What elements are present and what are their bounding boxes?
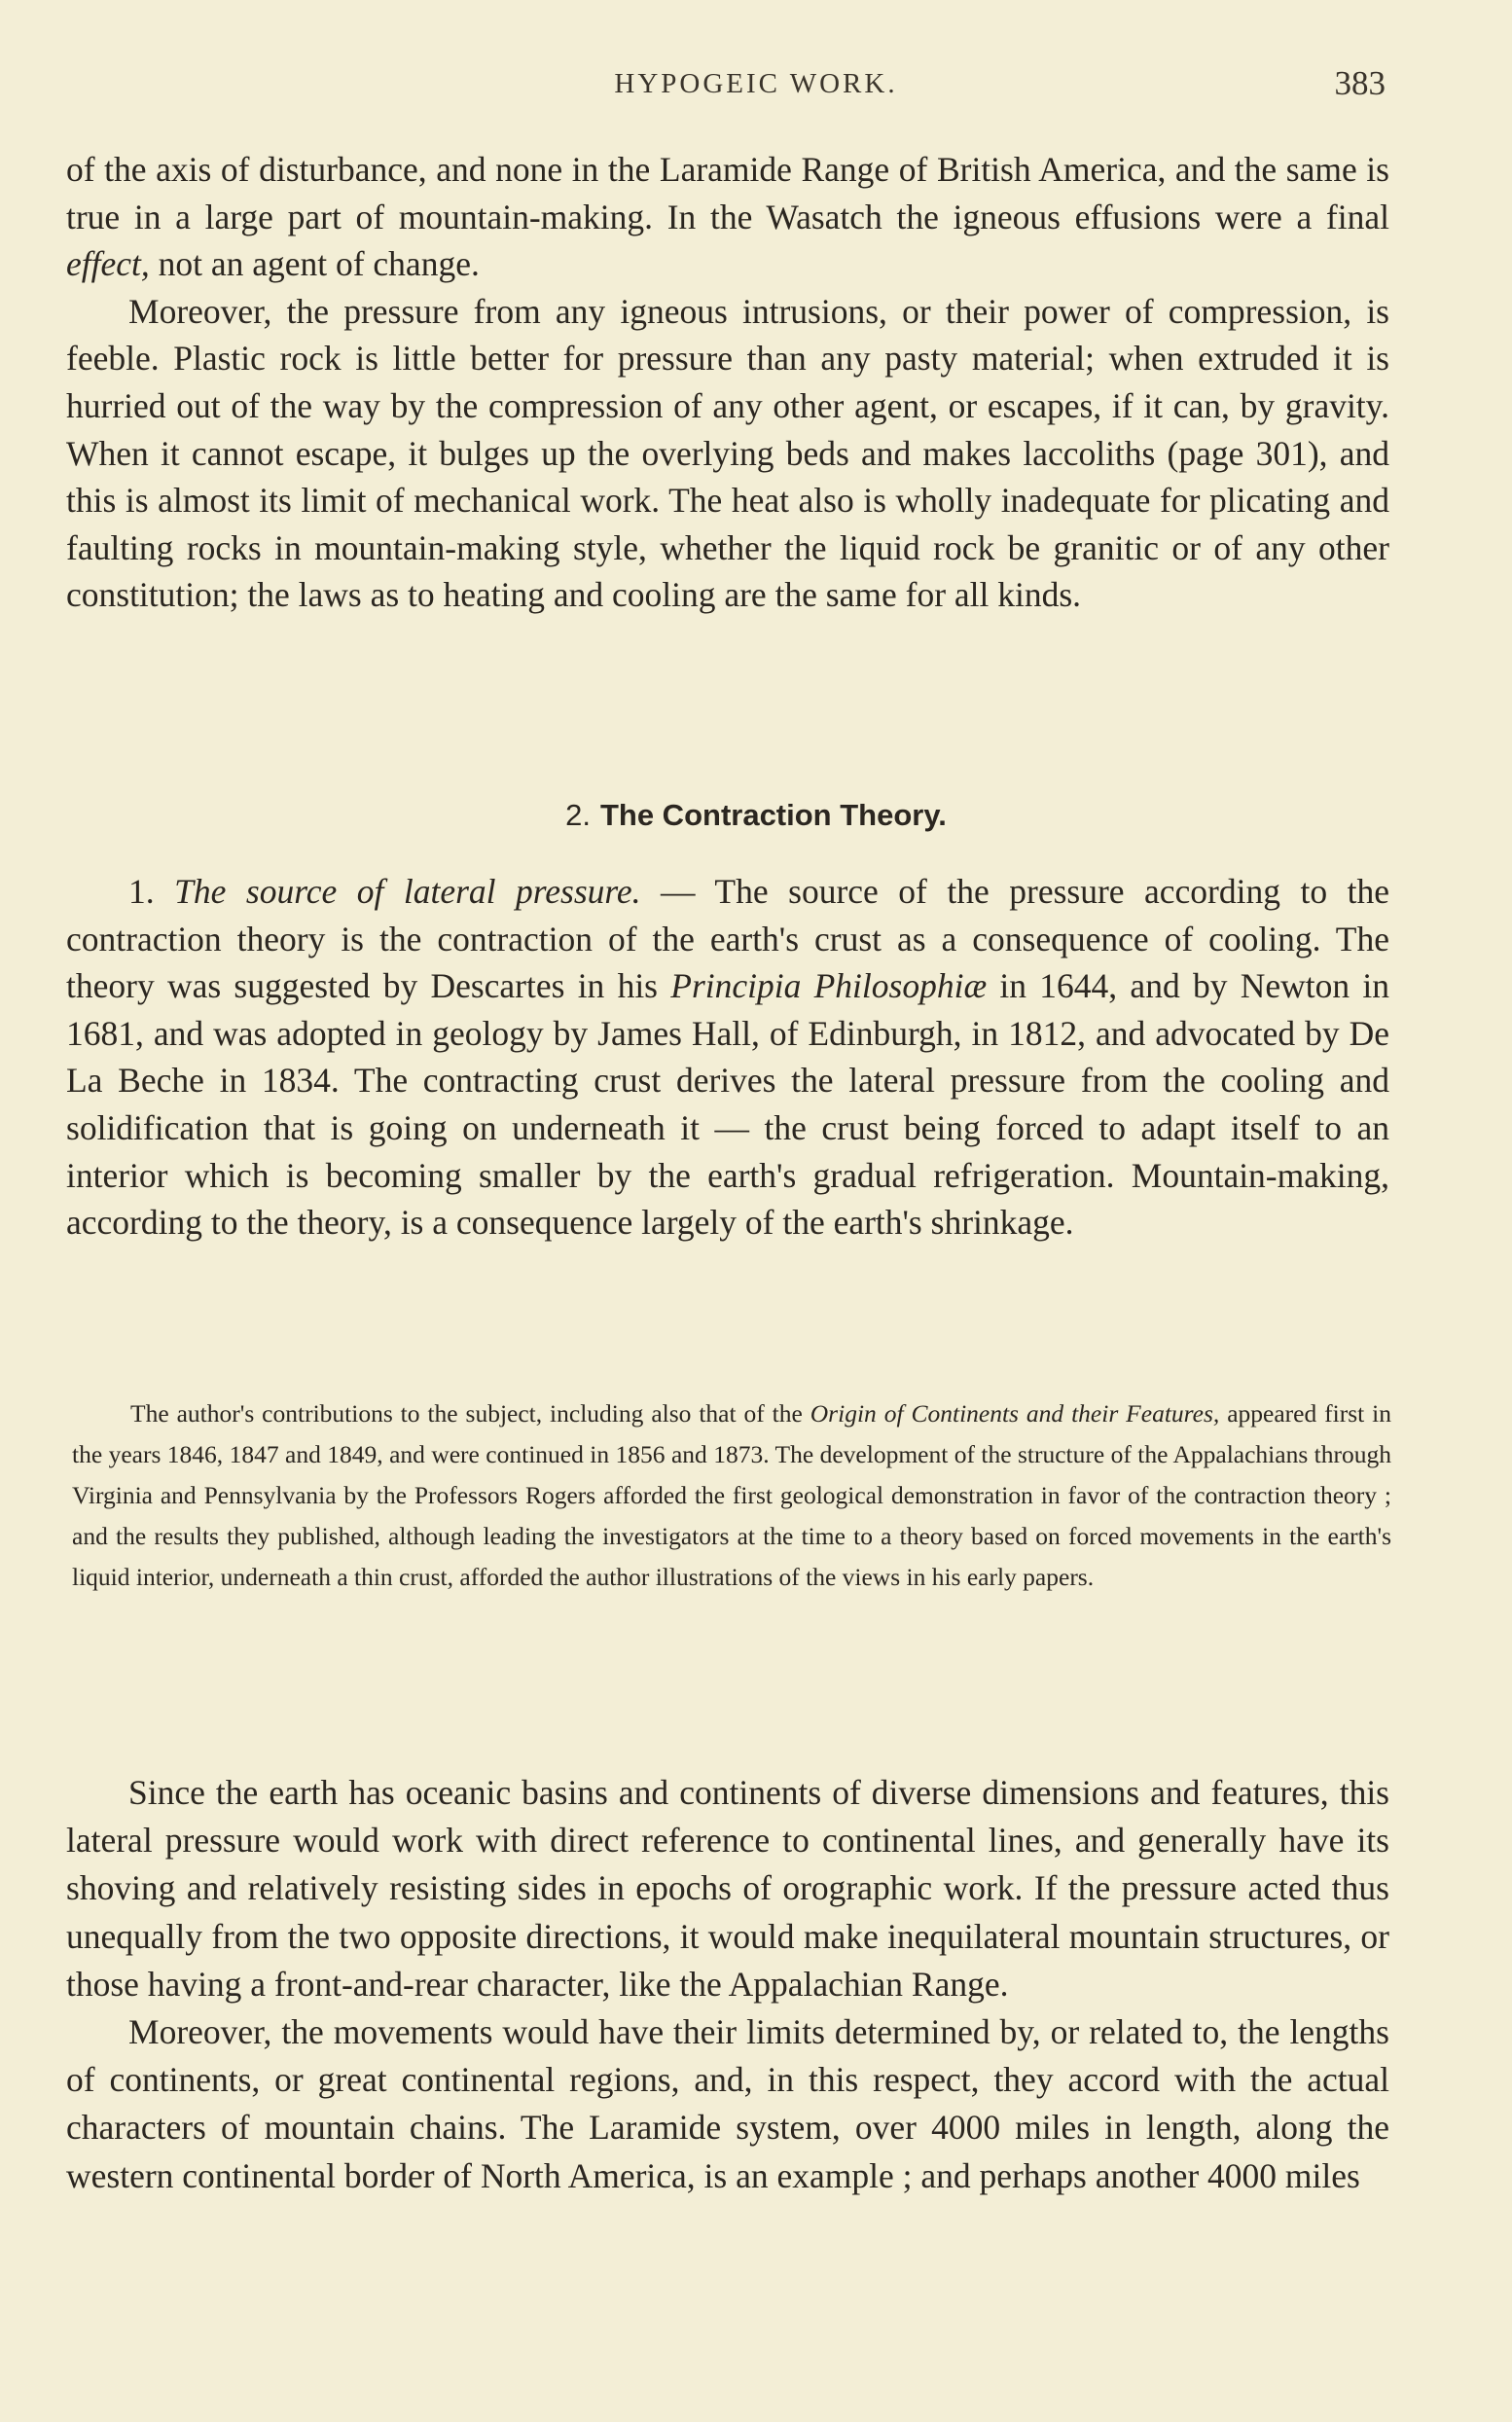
running-title: HYPOGEIC WORK. [614,68,898,99]
section-number: 2. [565,798,591,832]
paragraph-1-emphasis: effect, [66,244,150,284]
running-head [0,60,1512,109]
section-heading [0,798,1512,833]
paragraph-3-lead: 1. [128,872,175,911]
paragraph-2: Moreover, the pressure from any igneous intrusions, or their power of compression, is feeble. Plastic rock is little better for pressure than any pasty material; when extruded it is hurried out of the way by the compression of any other agent, or escapes, if it can, by gravity. When it cannot escape, it bulges up the overlying beds and makes laccoliths (page 301), and this is almost its limit of mechanical work. The heat also is wholly inadequate for plicating and faulting rocks in mountain-making style, whether the liquid rock be granitic or of any other constitution; the laws as to heating and cooling are the same for all kinds. [66,291,1389,615]
paragraph-4: Since the earth has oceanic basins and continents of diverse dimensions and features, this lateral pressure would work with direct reference to continental lines, and generally have its shoving and relatively resisting sides in epochs of orographic work. If the pressure acted thus unequally from the two opposite directions, it would make inequilateral mountain structures, or those having a front-and-rear character, like the Appalachian Range. [66,1773,1389,2004]
section-title: The Contraction Theory. [599,798,947,832]
note-paragraph [72,1393,1391,1598]
note-emphasis: Origin of Continents and their Features, [810,1399,1220,1428]
section-contraction-text [66,868,1389,1247]
paragraph-5: Moreover, the movements would have their limits determined by, or related to, the lengths of continents, or great continental regions, and, in this respect, they accord with the actual characters of mountain chains. The Laramide system, over 4000 miles in length, along the western continental border of North America, is an example ; and perhaps another 4000 miles [66,2012,1389,2195]
note-text-b: appeared first in the years 1846, 1847 and 1849, and were continued in 1856 and 1873. The development of the structure of the Appalachians through Virginia and Pennsylvania by the Professors Rogers afforded the first geological demonstration in favor of the contraction theory ; and the results they published, although leading the investigators at the time to a theory based on forced movements in the earth's liquid interior, underneath a thin crust, afforded the author illustrations of the views in his early papers. [72,1399,1391,1591]
paragraph-1-text: of the axis of disturbance, and none in the Laramide Range of British America, and the same is true in a large part of mountain-making. In the Wasatch the igneous effusions were a final [66,150,1389,236]
paragraph-1-tail: not an agent of change. [149,244,480,284]
paragraph-3-text-b: in 1644, and by Newton in 1681, and was adopted in geology by James Hall, of Edinburgh, in 1812, and advocated by De La Beche in 1834. The contracting crust derives the lateral pressure from the cooling and solidification that is going on underneath it — the crust being forced to adapt itself to an interior which is becoming smaller by the earth's gradual refrigeration. Mountain-making, according to the theory, is a consequence largely of the earth's shrinkage. [66,966,1389,1243]
paragraph-1 [66,146,1389,288]
paragraph-3-text-a: — The source of the pressure according to the contraction theory is the contraction of the earth's crust as a consequence of cooling. The theory was suggested by Descartes in his [66,872,1389,1006]
section-intro-text [66,146,1389,619]
author-note [72,1393,1391,1598]
page-number: 383 [1334,64,1386,102]
section-continents-text [66,1769,1389,2200]
subsection-title: The source of lateral pressure. [174,872,641,911]
paragraph-3 [66,868,1389,1247]
work-title: Principia Philosophiæ [670,966,988,1006]
note-text-a: The author's contributions to the subject, including also that of the [130,1399,810,1428]
